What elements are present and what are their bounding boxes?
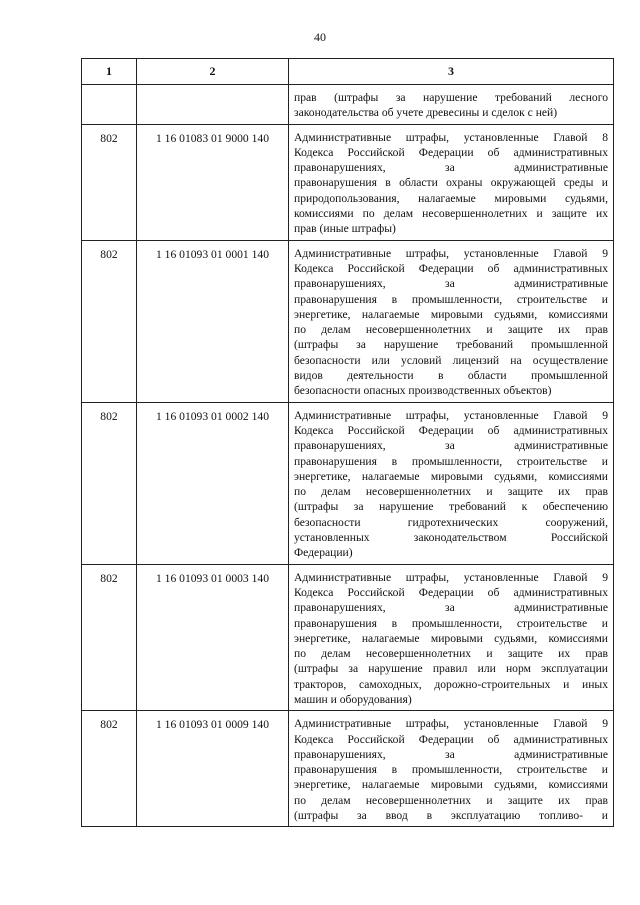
description-line: правонарушениях, за административные bbox=[294, 747, 608, 761]
description-line: правонарушения в промышленности, строительстве и bbox=[294, 292, 608, 306]
description-line: Кодекса Российской Федерации об административных bbox=[294, 261, 608, 275]
description-line: правонарушения в промышленности, строительстве и bbox=[294, 763, 608, 777]
admin-code-cell: 802 bbox=[82, 124, 137, 240]
description-line: по делам несовершеннолетних и защите их прав bbox=[294, 647, 608, 661]
description-cell bbox=[289, 240, 614, 402]
admin-code-cell: 802 bbox=[82, 240, 137, 402]
description-line: тракторов, самоходных, дорожно-строительных и иных bbox=[294, 677, 608, 691]
description-line: Кодекса Российской Федерации об административных bbox=[294, 423, 608, 437]
description-line: правонарушениях, за административные bbox=[294, 439, 608, 453]
table-row-continuation bbox=[82, 85, 614, 125]
admin-code-cell bbox=[82, 85, 137, 125]
table-header-row bbox=[82, 59, 614, 85]
description-line: прав (иные штрафы) bbox=[294, 222, 396, 236]
description-line: прав (штрафы за нарушение требований лесного bbox=[294, 91, 608, 104]
table-row bbox=[82, 711, 614, 827]
description-line: Административные штрафы, установленные Главой 8 bbox=[294, 130, 608, 144]
description-line: безопасности или условий лицензий на осуществление bbox=[294, 353, 608, 367]
description-line: Административные штрафы, установленные Главой 9 bbox=[294, 408, 608, 422]
admin-code-cell: 802 bbox=[82, 564, 137, 711]
description-line: по делам несовершеннолетних и защите их прав bbox=[294, 485, 608, 499]
description-line: энергетике, налагаемые мировыми судьями, комиссиями bbox=[294, 631, 608, 645]
description-line: Кодекса Российской Федерации об административных bbox=[294, 732, 608, 746]
description-cell bbox=[289, 564, 614, 711]
description-line: Федерации) bbox=[294, 546, 353, 560]
description-line: правонарушениях, за административные bbox=[294, 161, 608, 175]
description-line: энергетике, налагаемые мировыми судьями, комиссиями bbox=[294, 469, 608, 483]
description-line: Кодекса Российской Федерации об административных bbox=[294, 585, 608, 599]
description-line: (штрафы за нарушение требований к обеспечению bbox=[294, 500, 608, 514]
kbk-table bbox=[81, 58, 614, 827]
description-cell bbox=[289, 402, 614, 564]
description-line: правонарушения в промышленности, строительстве и bbox=[294, 616, 608, 630]
description-line: правонарушениях, за административные bbox=[294, 277, 608, 291]
description-cell bbox=[289, 124, 614, 240]
description-line: законодательства об учете древесины и сделок с ней) bbox=[294, 106, 558, 120]
table-row bbox=[82, 240, 614, 402]
kbk-cell: 1 16 01093 01 0002 140 bbox=[137, 402, 289, 564]
description-line: энергетике, налагаемые мировыми судьями, комиссиями bbox=[294, 307, 608, 321]
description-cell bbox=[289, 711, 614, 827]
description-line: Административные штрафы, установленные Главой 9 bbox=[294, 717, 608, 731]
description-line: природопользования, налагаемые мировыми судьями, bbox=[294, 191, 608, 205]
header-col-1: 1 bbox=[82, 59, 137, 85]
admin-code-cell: 802 bbox=[82, 711, 137, 827]
description-line: комиссиями по делам несовершеннолетних и защите их bbox=[294, 207, 608, 221]
description-line: по делам несовершеннолетних и защите их прав bbox=[294, 323, 608, 337]
header-col-3: 3 bbox=[289, 59, 614, 85]
description-line: Административные штрафы, установленные Главой 9 bbox=[294, 246, 608, 260]
table-row bbox=[82, 564, 614, 711]
table-row bbox=[82, 124, 614, 240]
table-row bbox=[82, 402, 614, 564]
description-line: (штрафы за нарушение требований промышленной bbox=[294, 338, 608, 352]
description-line: безопасности опасных производственных объектов) bbox=[294, 384, 552, 398]
description-line: правонарушения в промышленности, строительстве и bbox=[294, 454, 608, 468]
description-cell bbox=[289, 85, 614, 125]
kbk-cell: 1 16 01093 01 0003 140 bbox=[137, 564, 289, 711]
description-line: (штрафы за ввод в эксплуатацию топливо- и bbox=[294, 809, 608, 823]
description-line: правонарушения в области охраны окружающей среды и bbox=[294, 176, 608, 190]
description-line: безопасности гидротехнических сооружений, bbox=[294, 515, 608, 529]
description-line: энергетике, налагаемые мировыми судьями, комиссиями bbox=[294, 778, 608, 792]
description-line: установленных законодательством Российской bbox=[294, 531, 608, 545]
description-line: (штрафы за нарушение правил или норм эксплуатации bbox=[294, 662, 608, 676]
admin-code-cell: 802 bbox=[82, 402, 137, 564]
description-line: видов деятельности в области промышленной bbox=[294, 369, 608, 383]
description-line: машин и оборудования) bbox=[294, 692, 412, 706]
kbk-cell: 1 16 01083 01 9000 140 bbox=[137, 124, 289, 240]
kbk-cell bbox=[137, 85, 289, 125]
description-line: по делам несовершеннолетних и защите их прав bbox=[294, 793, 608, 807]
kbk-cell: 1 16 01093 01 0009 140 bbox=[137, 711, 289, 827]
description-line: правонарушениях, за административные bbox=[294, 601, 608, 615]
description-line: Административные штрафы, установленные Главой 9 bbox=[294, 570, 608, 584]
header-col-2: 2 bbox=[137, 59, 289, 85]
description-line: Кодекса Российской Федерации об административных bbox=[294, 145, 608, 159]
kbk-cell: 1 16 01093 01 0001 140 bbox=[137, 240, 289, 402]
page-number: 40 bbox=[314, 30, 326, 44]
